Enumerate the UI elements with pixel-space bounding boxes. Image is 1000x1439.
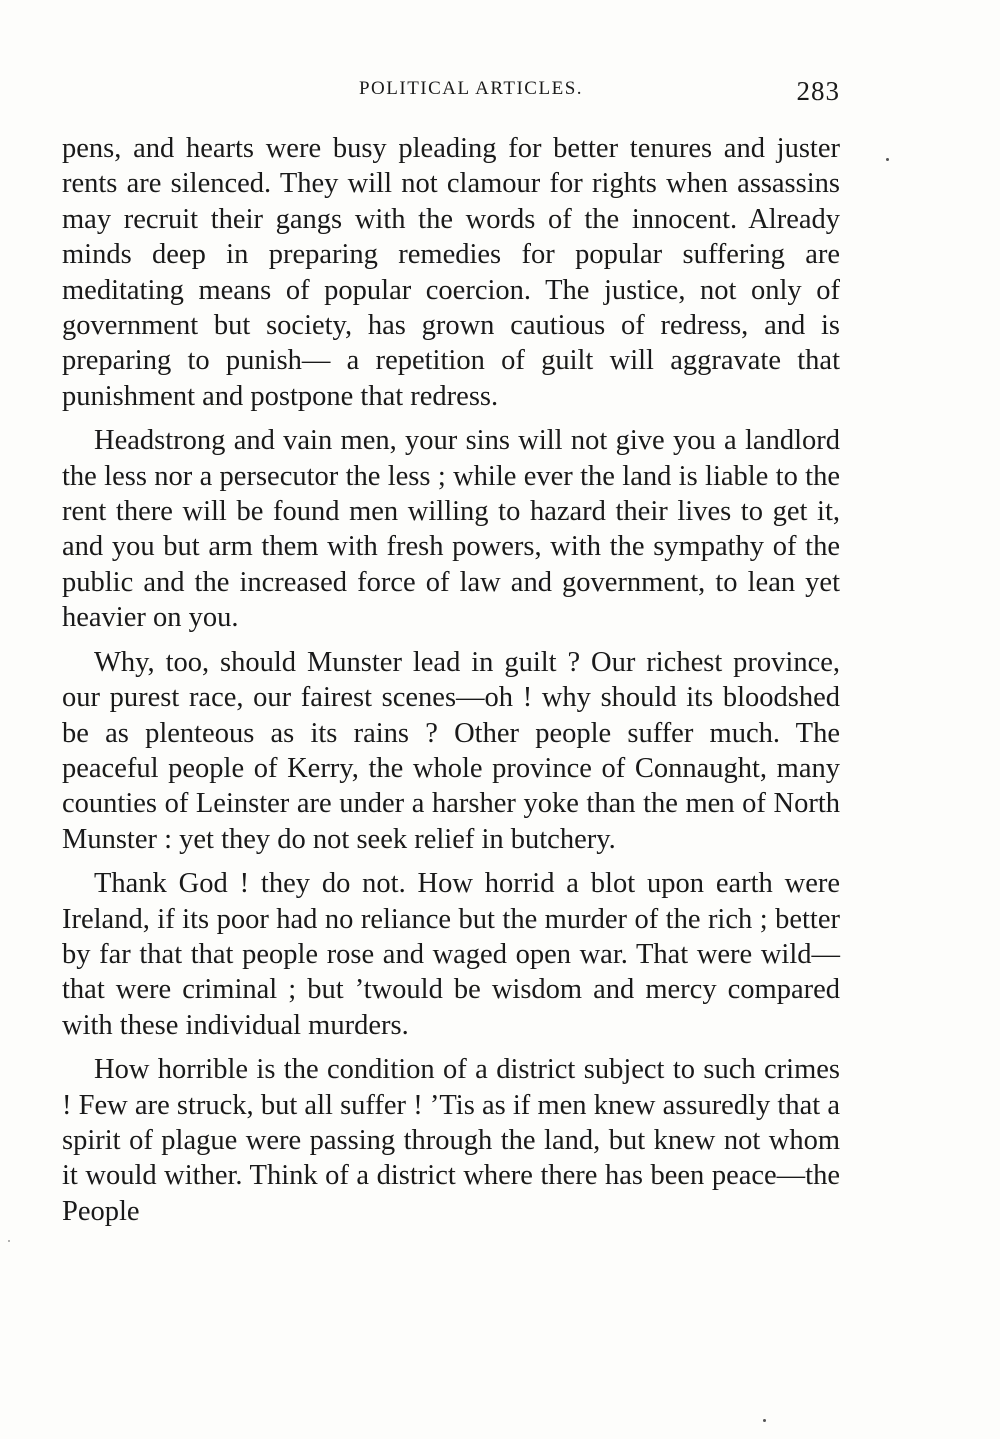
page-number: 283 [796, 76, 840, 106]
paragraph: How horrible is the condition of a district subject to such crimes ! Few are struck, but all suffer ! ’Tis as if men knew assuredly that a spirit of plague were passing through the land, but knew not whom it would wither. Think of a district where there has been peace—the People [62, 1054, 840, 1227]
body-text [62, 131, 840, 1238]
paragraph: Thank God ! they do not. How horrid a blot upon earth were Ireland, if its poor had no reliance but the murder of the rich ; better by far that that people rose and waged open war. That were wild—that were criminal ; but ’twould be wisdom and mercy compared with these individual murders. [62, 868, 840, 1041]
paper-speck [763, 1419, 766, 1422]
paragraph: Why, too, should Munster lead in guilt ? Our richest province, our purest race, our fairest scenes—oh ! why should its bloodshed be as plenteous as its rains ? Other people suffer much. The peaceful people of Kerry, the whole province of Connaught, many counties of Leinster are under a harsher yoke than the men of North Munster : yet they do not seek relief in butchery. [62, 646, 840, 855]
paragraph-continued: pens, and hearts were busy pleading for better tenures and juster rents are silenced. They will not clamour for rights when assassins may recruit their gangs with the words of the innocent. Already minds deep in preparing remedies for popular suffering are meditating means of popular coercion. The justice, not only of government but society, has grown cautious of redress, and is preparing to punish— a repetition of guilt will aggravate that punishment and postpone that redress. [62, 133, 840, 412]
running-head [62, 76, 840, 116]
paragraph: Headstrong and vain men, your sins will not give you a landlord the less nor a persecutor the less ; while ever the land is liable to the rent there will be found men willing to hazard their lives to get it, and you but arm them with fresh powers, with the sympathy of the public and the increased force of law and government, to lean yet heavier on you. [62, 425, 840, 634]
running-title: POLITICAL ARTICLES. [358, 78, 584, 99]
paper-speck [886, 158, 889, 161]
paper-speck [8, 1240, 10, 1242]
